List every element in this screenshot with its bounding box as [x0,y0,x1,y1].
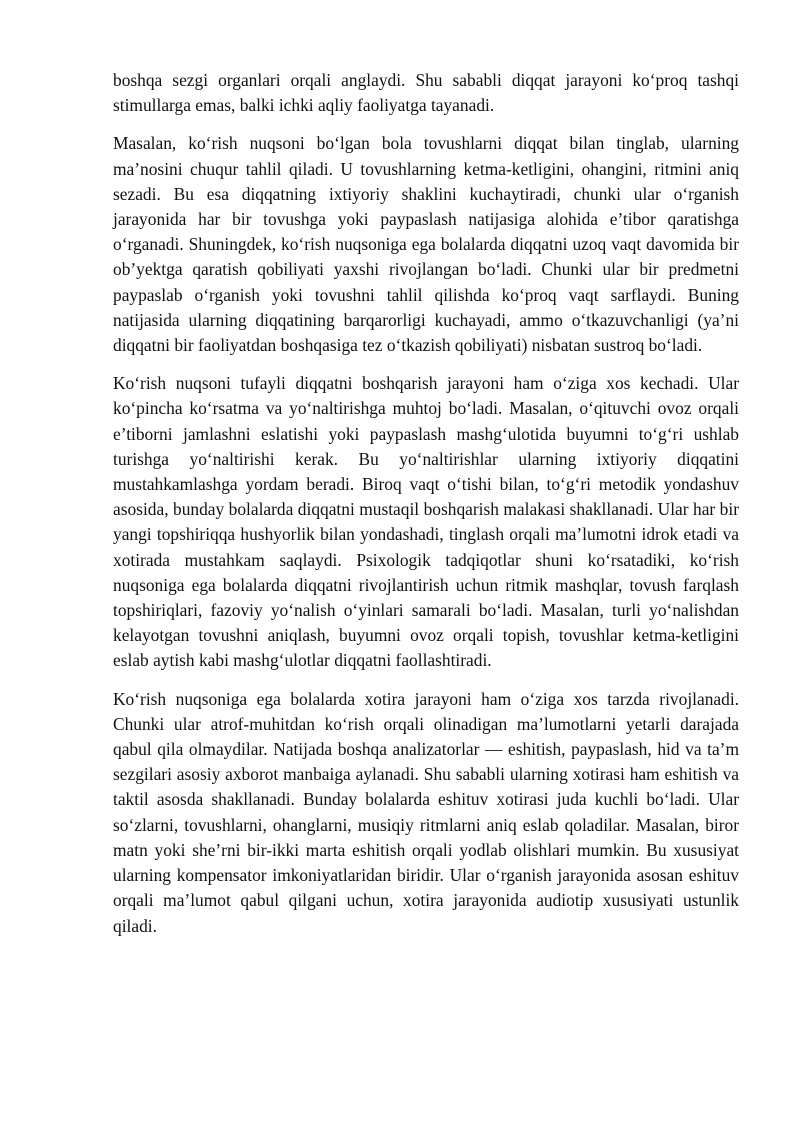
paragraph-4: Ko‘rish nuqsoniga ega bolalarda xotira jarayoni ham o‘ziga xos tarzda rivojlanadi. Chunki ular atrof-muhitdan ko‘rish orqali olinadigan ma’lumotlarni yetarli darajada qabul qila olmaydilar. Natijada boshqa analizatorlar — eshitish, paypaslash, hid va ta’m sezgilari asosiy axborot manbaiga aylanadi. Shu sababli ularning xotirasi ham eshitish va taktil asosda shakllanadi. Bunday bolalarda eshituv xotirasi juda kuchli bo‘ladi. Ular so‘zlarni, tovushlarni, ohanglarni, musiqiy ritmlarni aniq eslab qoladilar. Masalan, biror matn yoki she’rni bir-ikki marta eshitish orqali yodlab olishlari mumkin. Bu xususiyat ularning kompensator imkoniyatlaridan biridir. Ular o‘rganish jarayonida asosan eshituv orqali ma’lumot qabul qilgani uchun, xotira jarayonida audiotip xususiyati ustunlik qiladi. [113,688,739,936]
document-page [113,68,739,939]
paragraph-1: boshqa sezgi organlari orqali anglaydi. Shu sababli diqqat jarayoni ko‘proq tashqi stimullarga emas, balki ichki aqliy faoliyatga tayanadi. [113,70,739,116]
paragraph-2: Masalan, ko‘rish nuqsoni bo‘lgan bola tovushlarni diqqat bilan tinglab, ularning ma’nosini chuqur tahlil qiladi. U tovushlarning ketma-ketligini, ohangini, ritmini aniq sezadi. Bu esa diqqatning ixtiyoriy shaklini kuchaytiradi, chunki ular o‘rganish jarayonida har bir tovushga yoki paypaslash natijasiga alohida e’tibor qaratishga o‘rganadi. Shuningdek, ko‘rish nuqsoniga ega bolalarda diqqatni uzoq vaqt davomida bir ob’yektga qaratish qobiliyati yaxshi rivojlangan bo‘ladi. Chunki ular bir predmetni paypaslab o‘rganish yoki tovushni tahlil qilishda ko‘proq vaqt sarflaydi. Buning natijasida ularning diqqatining barqarorligi kuchayadi, ammo o‘tkazuvchanligi (ya’ni diqqatni bir faoliyatdan boshqasiga tez o‘tkazish qobiliyati) nisbatan sustroq bo‘ladi. [113,133,739,356]
paragraph-3: Ko‘rish nuqsoni tufayli diqqatni boshqarish jarayoni ham o‘ziga xos kechadi. Ular ko‘pincha ko‘rsatma va yo‘naltirishga muhtoj bo‘ladi. Masalan, o‘qituvchi ovoz orqali e’tiborni jamlashni eslatishi yoki paypaslash mashg‘ulotida buyumni to‘g‘ri ushlab turishga yo‘naltirishi kerak. Bu yo‘naltirishlar ularning ixtiyoriy diqqatini mustahkamlashga yordam beradi. Biroq vaqt o‘tishi bilan, to‘g‘ri metodik yondashuv asosida, bunday bolalarda diqqatni mustaqil boshqarish malakasi shakllanadi. Ular har bir yangi topshiriqqa hushyorlik bilan yondashadi, tinglash orqali ma’lumotni idrok etadi va xotirada mustahkam saqlaydi. Psixologik tadqiqotlar shuni ko‘rsatadiki, ko‘rish nuqsoniga ega bolalarda diqqatni rivojlantirish uchun ritmik mashqlar, tovush farqlash topshiriqlari, fazoviy yo‘nalish o‘yinlari samarali bo‘ladi. Masalan, turli yo‘nalishdan kelayotgan tovushni aniqlash, buyumni ovoz orqali topish, tovushlar ketma-ketligini eslab aytish kabi mashg‘ulotlar diqqatni faollashtiradi. [113,373,739,671]
